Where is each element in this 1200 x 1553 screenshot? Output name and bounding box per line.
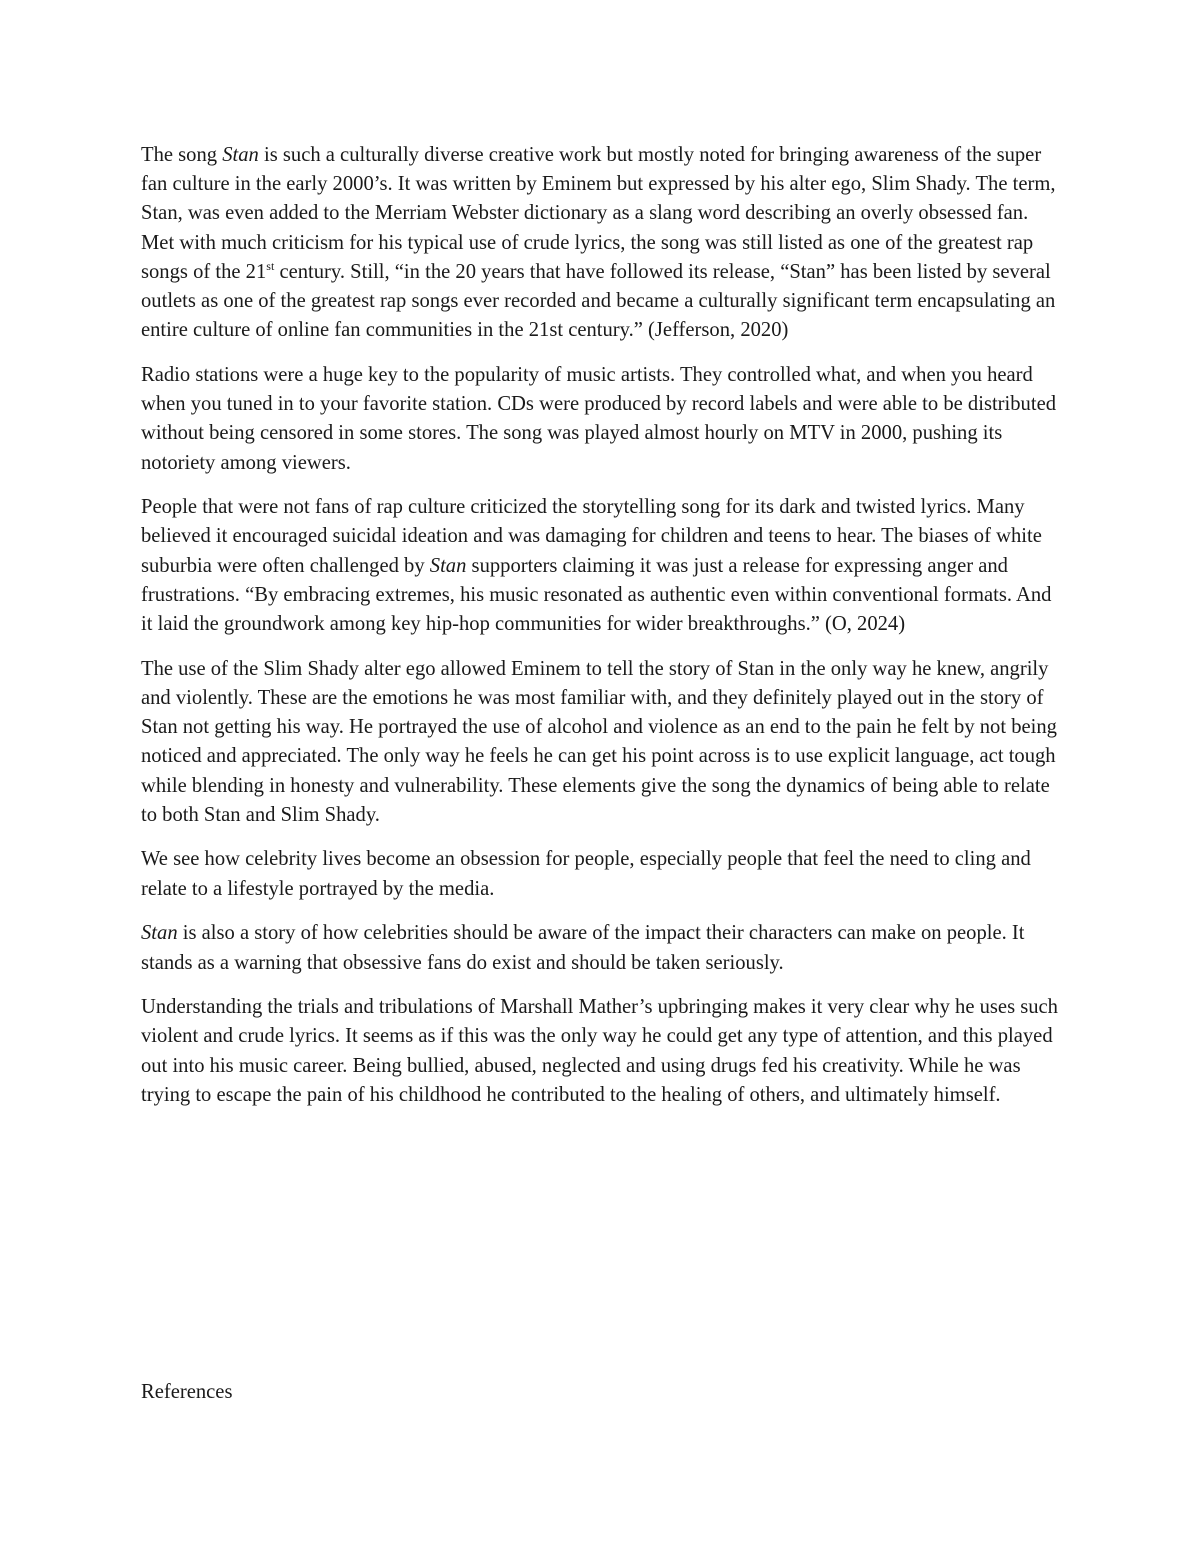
ordinal-superscript: st [266,258,275,273]
paragraph-6 [141,919,1061,977]
paragraph-3 [141,493,1061,639]
paragraph-7 [141,993,1061,1110]
paragraph-4 [141,655,1061,830]
italic-title: Stan [222,144,259,166]
text-run: supporters claiming it was just a release for expressing anger and frustrations. “By embracing extremes, his music resonated as authentic even within conventional formats. And it laid the groundwork among key hip-hop communities for wider breakthroughs.” (O, 2024) [141,554,1052,636]
text-run: People that were not fans of rap culture criticized the storytelling song for its dark and twisted lyrics. Many believed it encouraged suicidal ideation and was damaging for children and teens to hear. The biases of white suburbia were often challenged by [141,496,1042,577]
text-run: is also a story of how celebrities should be aware of the impact their characters can make on people. It stands as a warning that obsessive fans do exist and should be taken seriously. [141,922,1025,974]
references-heading: References [141,1381,233,1403]
paragraph-2 [141,361,1061,478]
paragraph-1 [141,141,1061,345]
document-body [141,141,1061,1126]
text-run: We see how celebrity lives become an obsession for people, especially people that feel the need to cling and relate to a lifestyle portrayed by the media. [141,848,1031,900]
italic-title: Stan [141,922,178,945]
paragraph-5 [141,845,1061,903]
text-run: The song [141,144,223,166]
text-run: Understanding the trials and tribulations of Marshall Mather’s upbringing makes it very clear why he uses such violent and crude lyrics. It seems as if this was the only way he could get any type of attention, and this played out into his music career. Being bullied, abused, neglected and using drugs fed his creativity. While he was trying to escape the pain of his childhood he contributed to the healing of others, and ultimately himself. [141,996,1058,1106]
italic-title: Stan [429,554,467,577]
text-run: century. Still, “in the 20 years that have followed its release, “Stan” has been listed by several outlets as one of the greatest rap songs ever recorded and became a culturally significant term encapsulating an entire culture of online fan communities in the 21st century.” (Jefferson, 2020) [141,260,1056,342]
text-run: The use of the Slim Shady alter ego allowed Eminem to tell the story of Stan in the only way he knew, angrily and violently. These are the emotions he was most familiar with, and they definitely played out in the story of Stan not getting his way. He portrayed the use of alcohol and violence as an end to the pain he felt by not being noticed and appreciated. The only way he feels he can get his point across is to use explicit language, act tough while blending in honesty and vulnerability. These elements give the song the dynamics of being able to relate to both Stan and Slim Shady. [141,657,1057,826]
text-run: Radio stations were a huge key to the popularity of music artists. They controlled what, and when you heard when you tuned in to your favorite station. CDs were produced by record labels and were able to be distributed without being censored in some stores. The song was played almost hourly on MTV in 2000, pushing its notoriety among viewers. [141,363,1057,474]
text-run: is such a culturally diverse creative work but mostly noted for bringing awareness of the super fan culture in the early 2000’s. It was written by Eminem but expressed by his alter ego, Slim Shady. The term, Stan, was even added to the Merriam Webster dictionary as a slang word describing an overly obsessed fan. Met with much criticism for his typical use of crude lyrics, the song was still listed as one of the greatest rap songs of the 21 [141,144,1056,283]
